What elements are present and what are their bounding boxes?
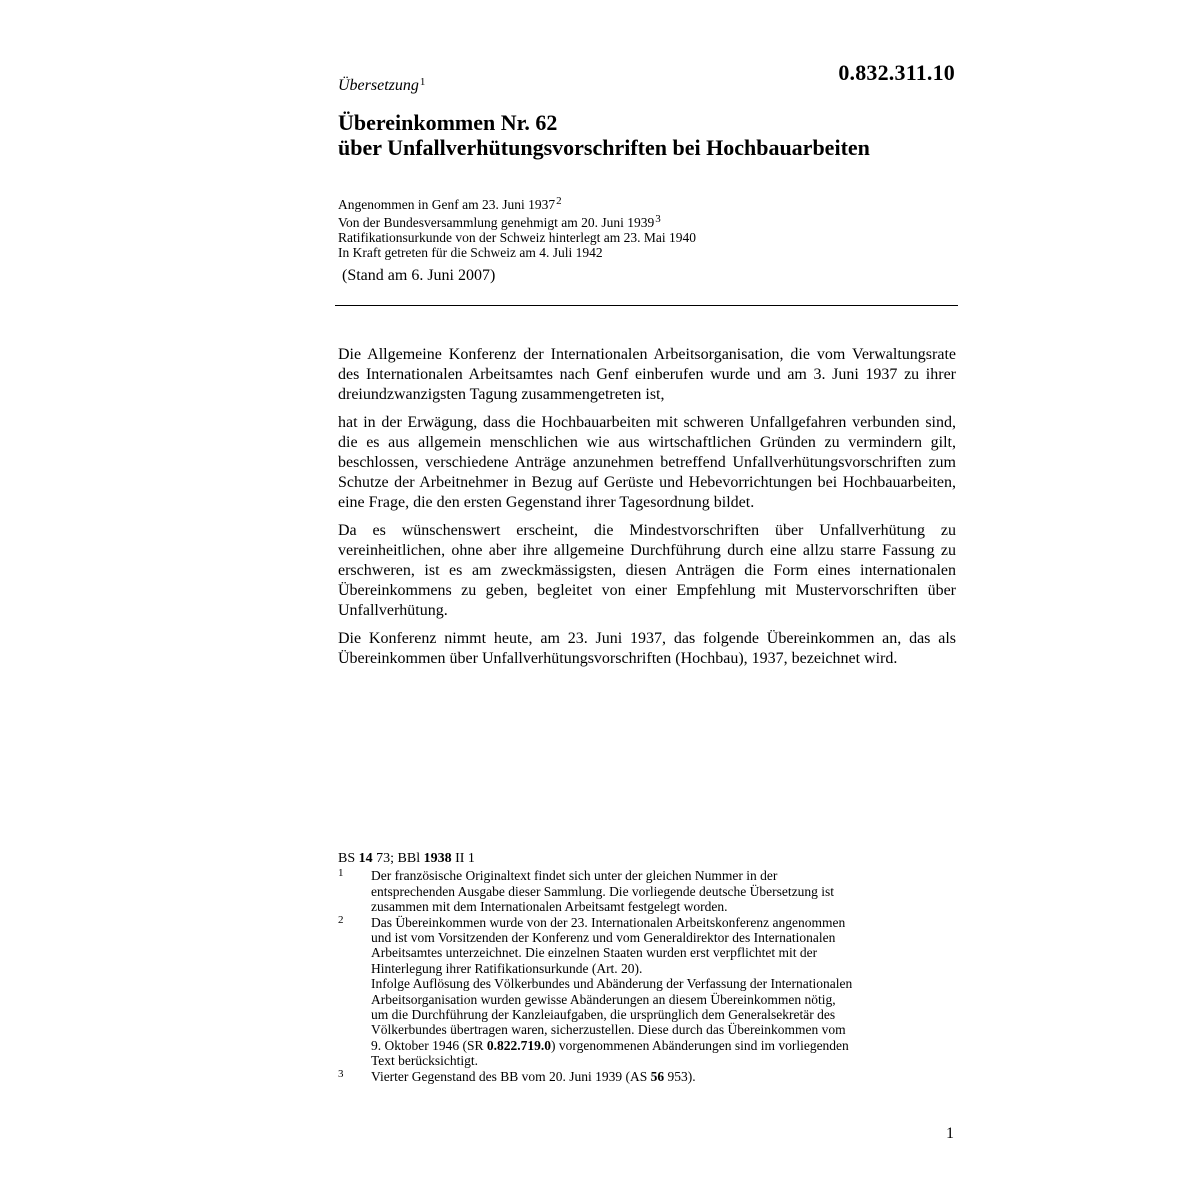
footnote-1-mark: 1 xyxy=(338,867,344,880)
footnote-3-post: 953). xyxy=(667,1068,696,1084)
source-bs-page: 73; BBl xyxy=(376,851,421,866)
footnote-2-line: Hinterlegung ihrer Ratifikationsurkunde (Art. 20). xyxy=(371,960,643,976)
meta-adopted xyxy=(338,194,978,212)
meta-in-force: In Kraft getreten für die Schweiz am 4. Juli 1942 xyxy=(338,245,603,260)
translation-label-text: Übersetzung xyxy=(338,77,419,94)
footnotes xyxy=(338,851,958,1084)
meta-approved xyxy=(338,212,978,230)
footnote-ref-1[interactable]: 1 xyxy=(419,76,426,88)
title-line-2: über Unfallverhütungsvorschriften bei Hochbauarbeiten xyxy=(338,135,870,160)
footnote-ref-3[interactable]: 3 xyxy=(655,213,661,225)
preamble-paragraph-3: Da es wünschenswert erscheint, die Mindestvorschriften über Unfallverhütung zu vereinheitlichen, ohne aber ihre allgemeine Durchführung durch eine allzu starre Fassung zu erschweren, ist es am zweckmässigsten, diesen Anträgen die Form eines internationalen Übereinkommens zu geben, begleitet von einer Empfehlung mit Mustervorschriften über Unfallverhütung. xyxy=(338,522,956,619)
footnote-1 xyxy=(338,868,958,914)
document-number: 0.832.311.10 xyxy=(838,60,955,85)
footnote-3 xyxy=(338,1069,958,1084)
preamble xyxy=(338,345,956,677)
footnote-1-line: Der französische Originaltext findet sich unter der gleichen Nummer in der xyxy=(371,868,778,884)
page-number: 1 xyxy=(946,1125,954,1142)
preamble-paragraph-1: Die Allgemeine Konferenz der Internationalen Arbeitsorganisation, die vom Verwaltungsrate des Internationalen Arbeitsamtes nach Genf einberufen wurde und am 3. Juni 1937 zu ihrer dreiundzwanzigsten Tagung zusammengetreten ist, xyxy=(338,346,956,403)
footnote-ref-2[interactable]: 2 xyxy=(556,195,562,207)
preamble-paragraph-4: Die Konferenz nimmt heute, am 23. Juni 1937, das folgende Übereinkommen an, das als Übereinkommen über Unfallverhütungsvorschriften (Hochbau), 1937, bezeichnet wird. xyxy=(338,630,956,667)
adoption-metadata xyxy=(338,194,978,260)
source-bs-volume: 14 xyxy=(358,851,373,866)
translation-label xyxy=(338,76,425,95)
footnote-3-text xyxy=(371,1069,958,1084)
footnote-2-line: Text berücksichtigt. xyxy=(371,1053,479,1069)
header-divider xyxy=(335,305,958,306)
footnote-2-line: Arbeitsamtes unterzeichnet. Die einzelnen Staaten wurden erst verpflichtet mit der xyxy=(371,945,818,961)
footnote-2-line: um die Durchführung der Kanzleiaufgaben, die ursprünglich dem Generalsekretär des xyxy=(371,1007,836,1023)
footnote-2-line xyxy=(371,1038,958,1053)
preamble-paragraph-2: hat in der Erwägung, dass die Hochbauarbeiten mit schweren Unfallgefahren verbunden sind, die es aus allgemein menschlichen wie aus wirtschaftlichen Gründen zu vermindern gilt, beschlossen, verschiedene Anträge anzunehmen betreffend Unfallverhütungsvorschriften zum Schutze der Arbeitnehmer in Bezug auf Gerüste und Hebevorrichtungen bei Hochbauarbeiten, eine Frage, die den ersten Gegenstand ihrer Tagesordnung bildet. xyxy=(338,414,956,511)
footnote-3-mark: 3 xyxy=(338,1067,344,1080)
source-bbl-rest: II 1 xyxy=(455,851,475,866)
footnote-2-line: Arbeitsorganisation wurden gewisse Abänderungen an diesem Übereinkommen nötig, xyxy=(371,991,836,1007)
footnote-3-pre: Vierter Gegenstand des BB vom 20. Juni 1939 (AS xyxy=(371,1068,648,1084)
footnote-2-line: und ist vom Vorsitzenden der Konferenz und vom Generaldirektor des Internationalen xyxy=(371,930,836,946)
footnote-3-line xyxy=(371,1069,958,1084)
footnote-3-as-volume: 56 xyxy=(650,1068,665,1084)
footnote-2 xyxy=(338,915,958,1069)
meta-adopted-text: Angenommen in Genf am 23. Juni 1937 xyxy=(338,197,556,212)
footnote-2-line: Infolge Auflösung des Völkerbundes und Abänderung der Verfassung der Internationalen xyxy=(371,976,853,992)
footnote-2-sr-post: ) vorgenommenen Abänderungen sind im vorliegenden xyxy=(551,1037,849,1053)
footnote-2-sr-pre: 9. Oktober 1946 (SR xyxy=(371,1037,484,1053)
footnote-2-mark: 2 xyxy=(338,913,344,926)
document-title xyxy=(338,110,978,160)
footnote-1-line: zusammen mit dem Internationalen Arbeitsamt festgelegt worden. xyxy=(371,899,728,915)
footnote-2-line: Das Übereinkommen wurde von der 23. Internationalen Arbeitskonferenz angenommen xyxy=(371,914,846,930)
source-bbl-year: 1938 xyxy=(423,851,452,866)
footnote-2-text xyxy=(371,915,958,1069)
meta-approved-text: Von der Bundesversammlung genehmigt am 20. Juni 1939 xyxy=(338,215,655,230)
footnote-2-line: Völkerbundes übertragen waren, sicherzustellen. Diese durch das Übereinkommen vom xyxy=(371,1022,846,1038)
source-reference xyxy=(338,851,958,866)
meta-ratification: Ratifikationsurkunde von der Schweiz hinterlegt am 23. Mai 1940 xyxy=(338,230,697,245)
status-date: (Stand am 6. Juni 2007) xyxy=(342,267,496,284)
footnote-1-line: entsprechenden Ausgabe dieser Sammlung. Die vorliegende deutsche Übersetzung ist xyxy=(371,883,834,899)
footnote-1-text xyxy=(371,868,958,914)
title-line-1: Übereinkommen Nr. 62 xyxy=(338,110,558,135)
source-bs-label: BS xyxy=(338,851,356,866)
footnote-2-sr-number[interactable]: 0.822.719.0 xyxy=(486,1037,551,1053)
